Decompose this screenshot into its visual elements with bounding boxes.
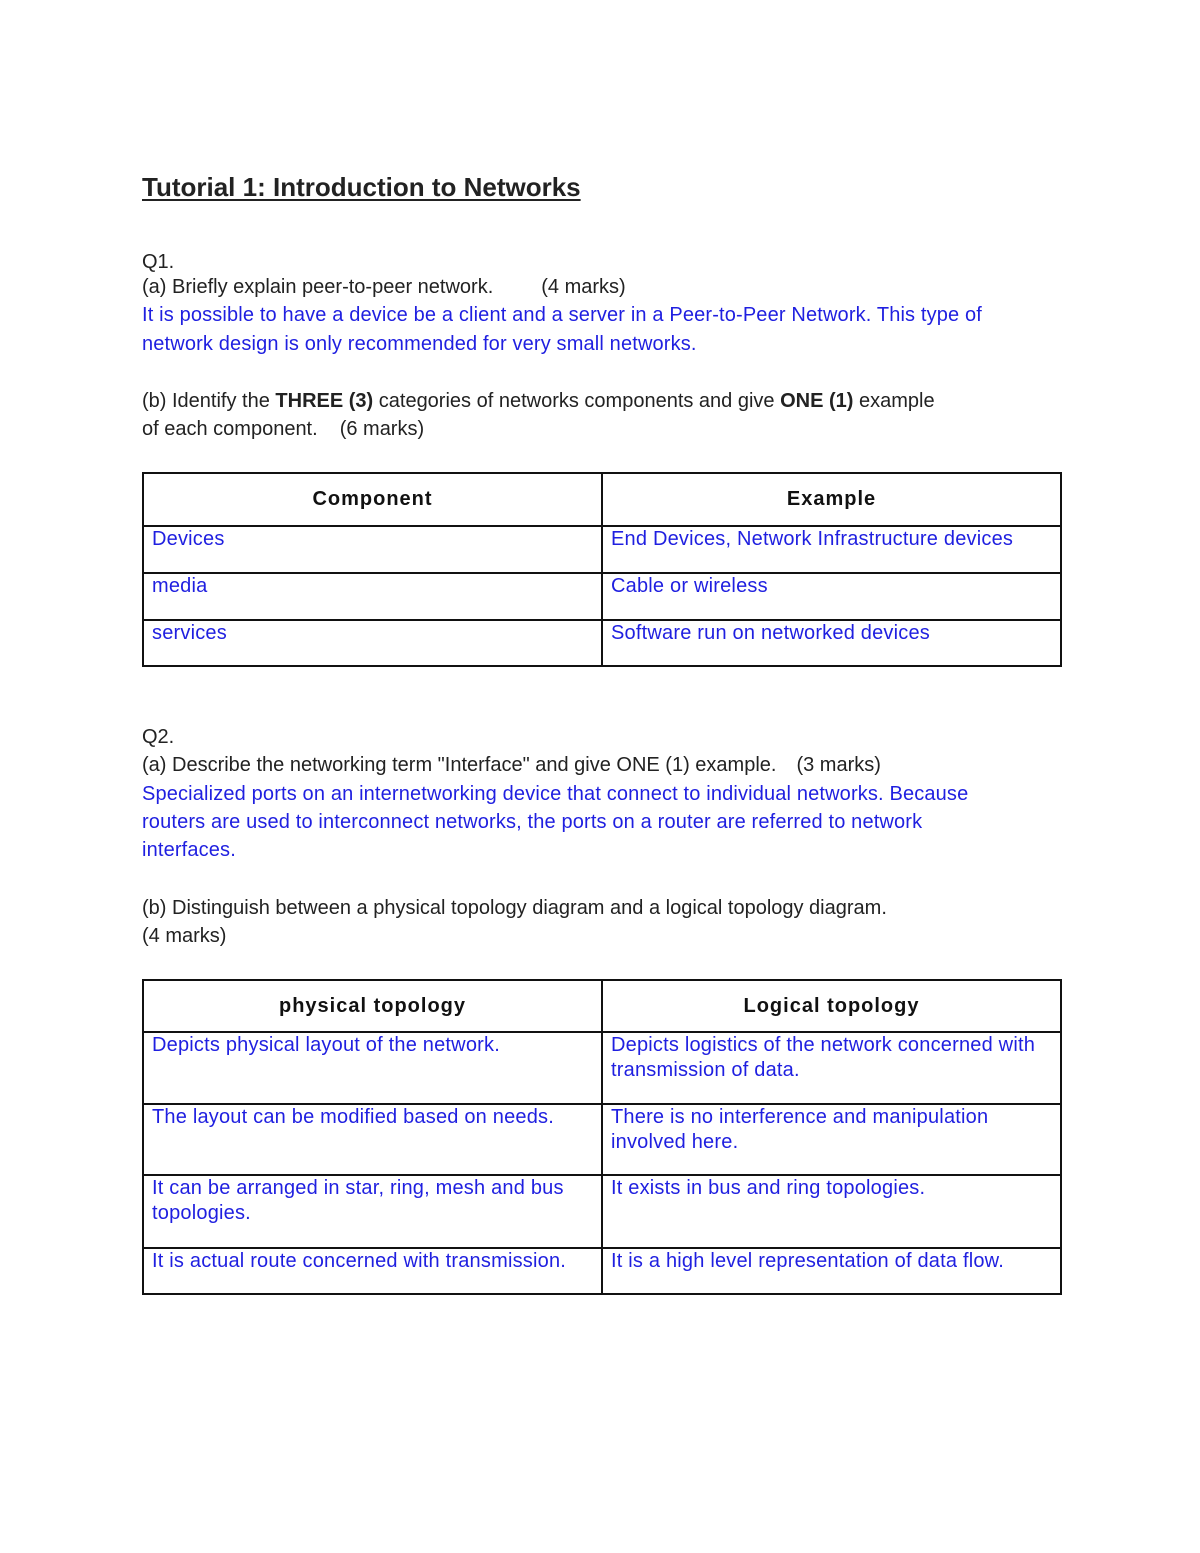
table-cell: Depicts physical layout of the network. <box>143 1032 602 1104</box>
table-cell: End Devices, Network Infrastructure devices <box>602 526 1061 573</box>
table-cell: It is actual route concerned with transmission. <box>143 1248 602 1294</box>
q2a-marks: (3 marks) <box>796 754 881 776</box>
table-header-row <box>143 473 1061 526</box>
table-row <box>143 1248 1061 1294</box>
table-header-cell: physical topology <box>143 980 602 1032</box>
q2b-question: (b) Distinguish between a physical topology diagram and a logical topology diagram. <box>142 897 887 919</box>
q2b-marks: (4 marks) <box>142 925 227 947</box>
q1b-text-1: (b) Identify the <box>142 390 276 412</box>
q2a-answer-line-3: interfaces. <box>142 839 236 861</box>
q1b-bold-1: THREE (3) <box>275 390 374 412</box>
q1a-answer-line-2: network design is only recommended for very small networks. <box>142 333 697 355</box>
table-header-cell: Example <box>602 473 1061 526</box>
table-cell: Devices <box>143 526 602 573</box>
table-row <box>143 1032 1061 1104</box>
q2a-question-line <box>142 751 881 780</box>
table-cell: Software run on networked devices <box>602 620 1061 666</box>
q1b-text-2: categories of networks components and give <box>373 390 781 412</box>
table-cell: The layout can be modified based on needs. <box>143 1104 602 1175</box>
table-cell: There is no interference and manipulation involved here. <box>602 1104 1061 1175</box>
q1b-question-line-1 <box>142 387 935 416</box>
q1a-question-line <box>142 273 626 302</box>
page-title: Tutorial 1: Introduction to Networks <box>142 172 581 202</box>
table-cell: Depicts logistics of the network concerned with transmission of data. <box>602 1032 1061 1104</box>
table-cell: It can be arranged in star, ring, mesh and bus topologies. <box>143 1175 602 1248</box>
table-row <box>143 573 1061 620</box>
table-header-cell: Logical topology <box>602 980 1061 1032</box>
table-cell: It is a high level representation of data flow. <box>602 1248 1061 1294</box>
components-table <box>142 472 1062 667</box>
table-cell: services <box>143 620 602 666</box>
table-row <box>143 620 1061 666</box>
topology-table <box>142 979 1062 1295</box>
table-cell: media <box>143 573 602 620</box>
q1a-answer-line-1: It is possible to have a device be a client and a server in a Peer-to-Peer Network. This type of <box>142 304 983 326</box>
table-row <box>143 526 1061 573</box>
table-cell: It exists in bus and ring topologies. <box>602 1175 1061 1248</box>
q1b-text-4: of each component. <box>142 418 318 440</box>
q2a-answer-line-2: routers are used to interconnect networks, the ports on a router are referred to network <box>142 811 923 833</box>
q1a-marks: (4 marks) <box>541 276 626 298</box>
table-header-cell: Component <box>143 473 602 526</box>
q1a-question: (a) Briefly explain peer-to-peer network. <box>142 276 494 298</box>
table-cell: Cable or wireless <box>602 573 1061 620</box>
q1b-text-3: example <box>853 390 935 412</box>
q2a-answer-line-1: Specialized ports on an internetworking device that connect to individual networks. Because <box>142 783 969 805</box>
q1b-bold-2: ONE (1) <box>780 390 854 412</box>
q1b-question-line-2 <box>142 415 424 444</box>
q2-label: Q2. <box>142 726 175 748</box>
q2a-question: (a) Describe the networking term "Interface" and give ONE (1) example. <box>142 754 777 776</box>
q1b-marks: (6 marks) <box>339 418 425 440</box>
table-row <box>143 1104 1061 1175</box>
table-row <box>143 1175 1061 1248</box>
q1-label: Q1. <box>142 251 175 273</box>
table-header-row <box>143 980 1061 1032</box>
